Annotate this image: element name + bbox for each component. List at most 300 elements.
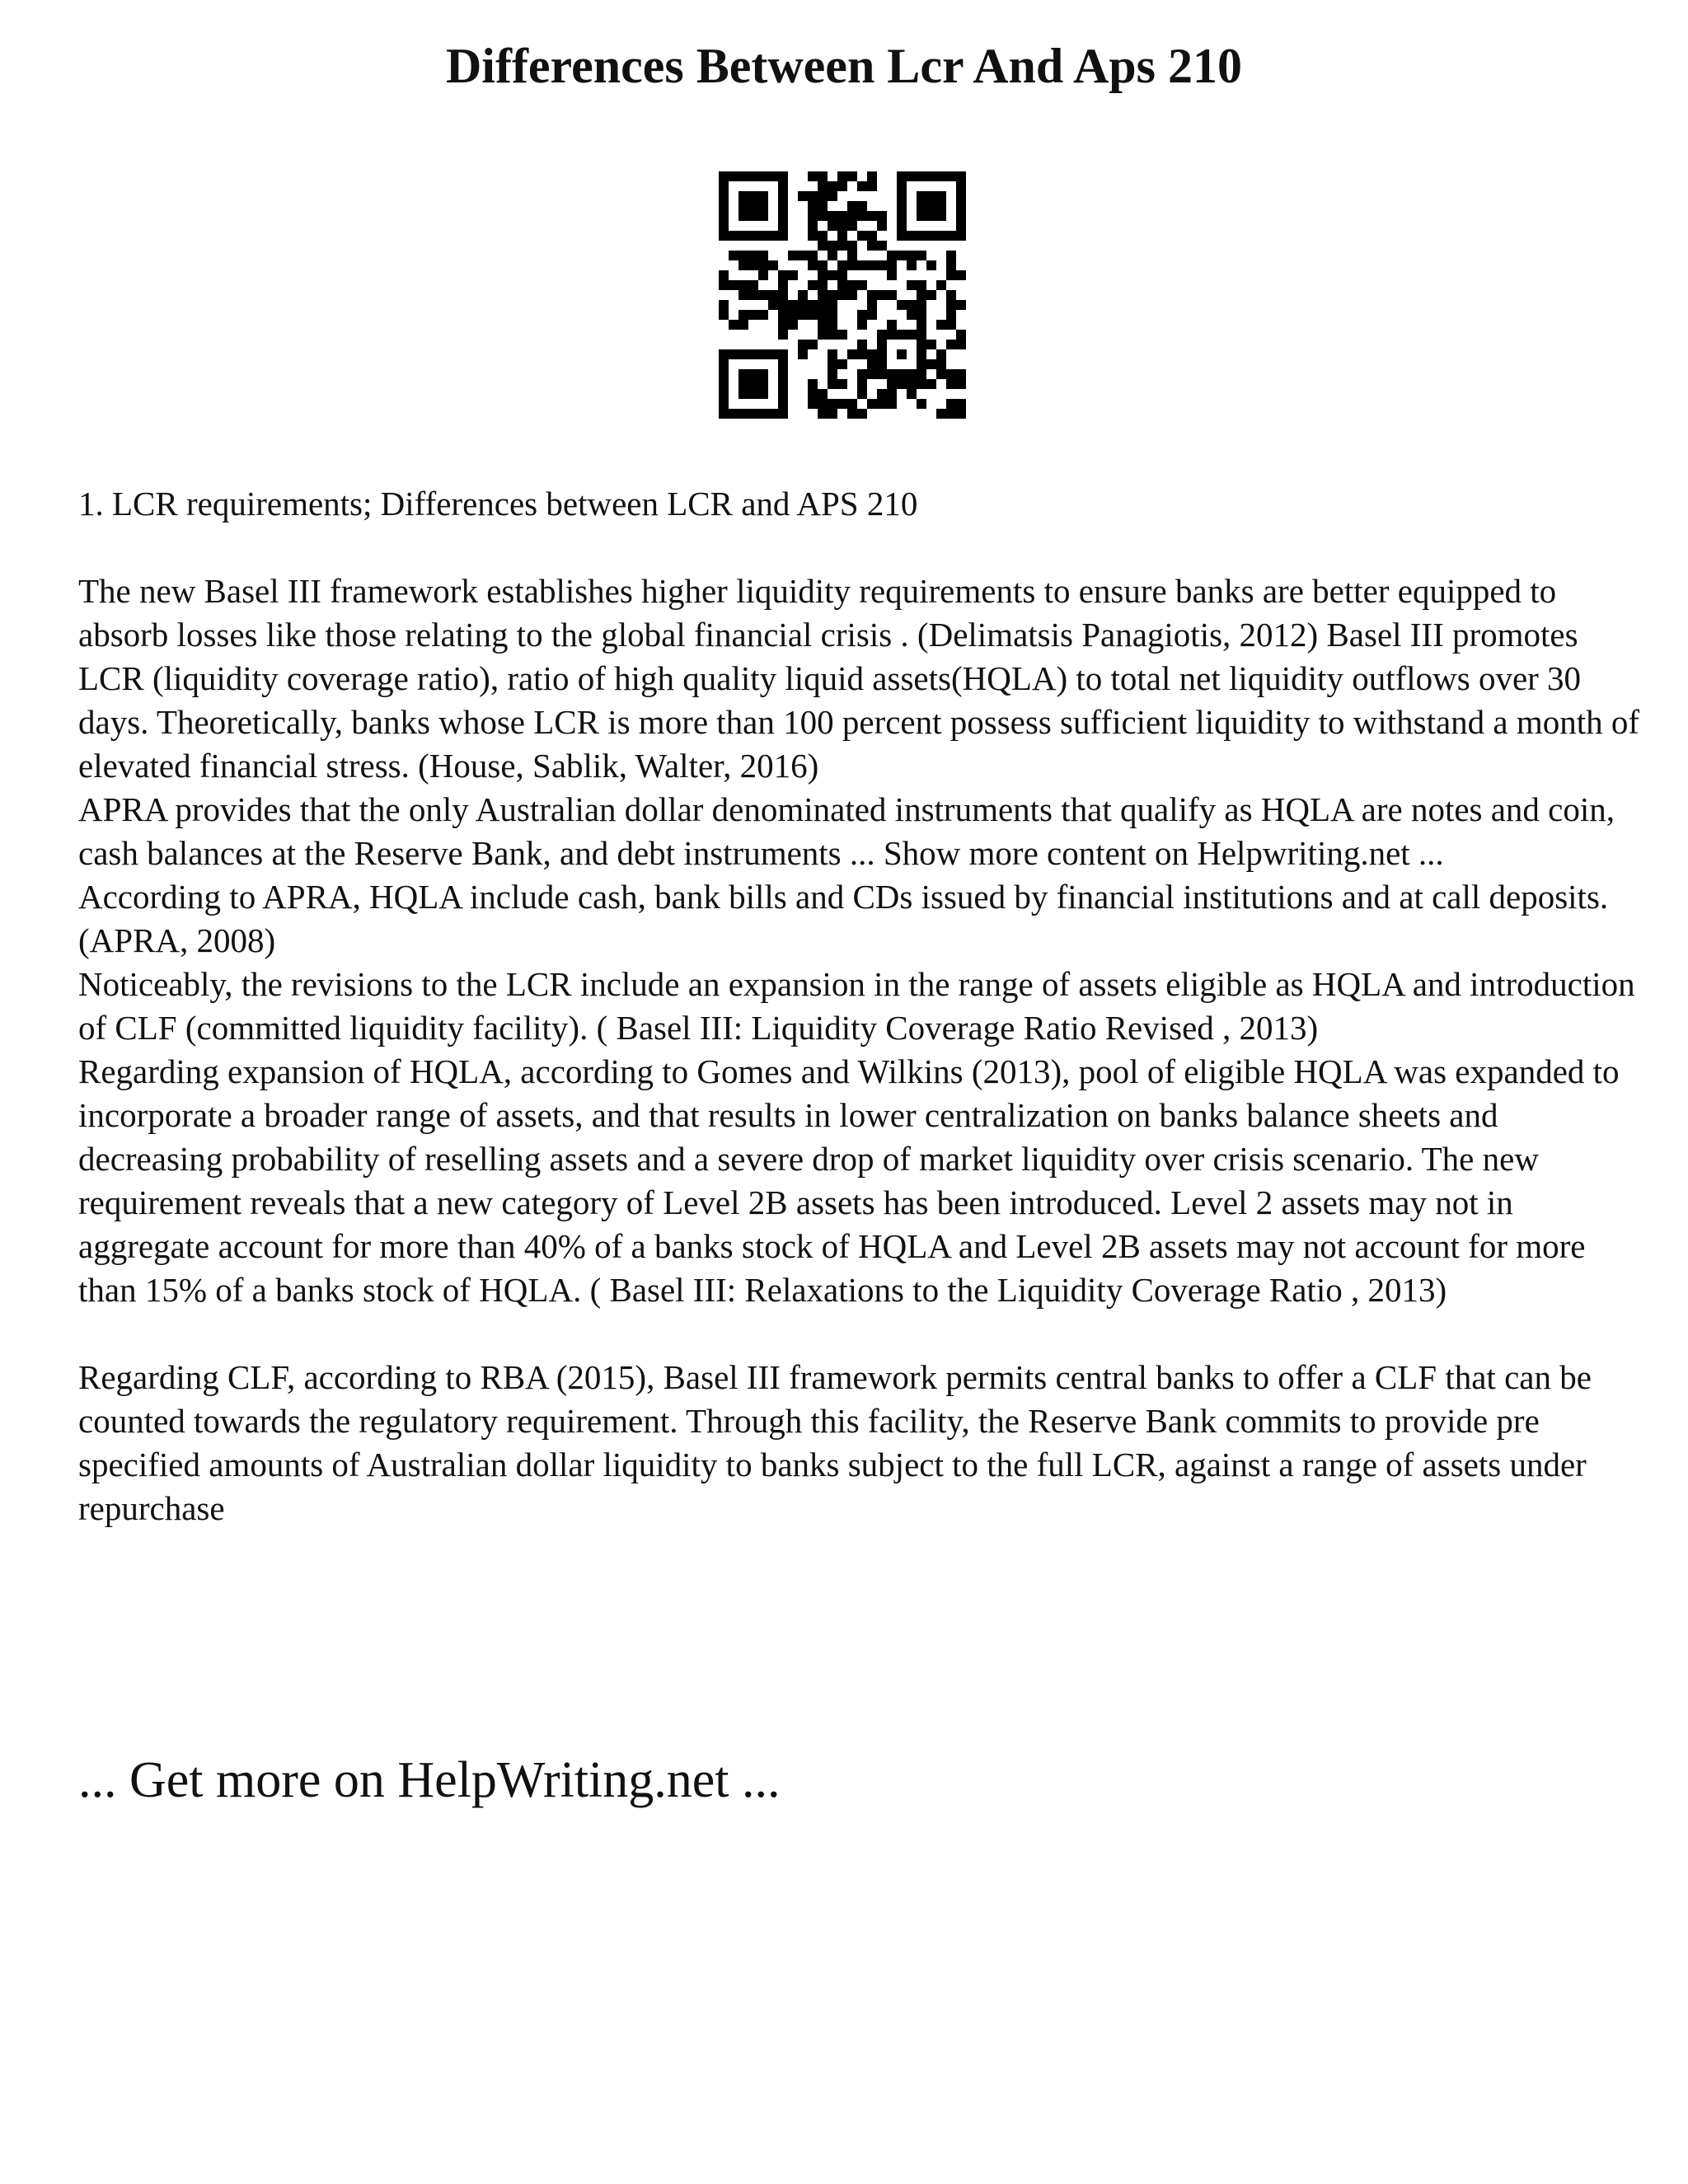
- qr-module: [897, 300, 907, 310]
- qr-module: [818, 330, 828, 340]
- qr-module: [828, 330, 837, 340]
- qr-module: [818, 231, 828, 241]
- qr-module: [867, 181, 877, 191]
- qr-module: [719, 280, 729, 290]
- qr-module: [907, 251, 917, 260]
- qr-module: [956, 171, 966, 181]
- qr-module: [738, 389, 748, 399]
- qr-module: [917, 340, 926, 349]
- qr-module: [897, 181, 907, 191]
- qr-module: [768, 260, 778, 270]
- paragraph-gap: [78, 1312, 1644, 1356]
- qr-module: [828, 191, 837, 201]
- qr-module: [887, 270, 897, 280]
- qr-module: [936, 191, 946, 201]
- qr-module: [936, 320, 946, 330]
- qr-module: [808, 171, 818, 181]
- qr-module: [788, 251, 798, 260]
- page-title: Differences Between Lcr And Aps 210: [445, 39, 1243, 93]
- qr-module: [877, 221, 887, 231]
- qr-module: [926, 231, 936, 241]
- qr-module: [818, 181, 828, 191]
- qr-module: [828, 409, 837, 419]
- qr-module: [758, 260, 768, 270]
- qr-module: [828, 349, 837, 359]
- qr-module: [936, 201, 946, 211]
- qr-module: [778, 221, 788, 231]
- section-heading: 1. LCR requirements; Differences between LCR and APS 210: [78, 485, 918, 523]
- qr-module: [738, 290, 748, 300]
- qr-module: [719, 369, 729, 379]
- qr-module: [877, 330, 887, 340]
- qr-module: [946, 300, 956, 310]
- qr-module: [897, 201, 907, 211]
- qr-module: [926, 171, 936, 181]
- qr-module: [877, 260, 887, 270]
- qr-module: [808, 310, 818, 320]
- qr-module: [936, 211, 946, 221]
- qr-module: [917, 349, 926, 359]
- qr-module: [926, 211, 936, 221]
- qr-module: [926, 201, 936, 211]
- qr-module: [828, 181, 837, 191]
- qr-module: [758, 231, 768, 241]
- paragraph: The new Basel III framework establishes higher liquidity requirements to ensure banks are better equipped to absorb losses like those relating to the global financial crisis . (Delimatsis Panagiotis, 2012) Basel III promotes LCR (liquidity coverage ratio), ratio of high quality liquid assets(HQLA) to total net liquidity outflows over 30 days. Theoretically, banks whose LCR is more than 100 percent possess sufficient liquidity to withstand a month of elevated financial stress. (House, Sablik, Walter, 2016): [78, 572, 1640, 785]
- qr-module: [818, 409, 828, 419]
- qr-module: [738, 191, 748, 201]
- qr-code-icon: [719, 171, 966, 419]
- qr-module: [738, 280, 748, 290]
- qr-module: [818, 300, 828, 310]
- qr-module: [917, 359, 926, 369]
- qr-module: [828, 251, 837, 260]
- qr-module: [946, 260, 956, 270]
- qr-module: [857, 211, 867, 221]
- qr-module: [758, 211, 768, 221]
- qr-module: [808, 340, 818, 349]
- qr-module: [837, 359, 847, 369]
- qr-module: [758, 201, 768, 211]
- qr-module: [778, 290, 788, 300]
- qr-module: [719, 171, 729, 181]
- qr-module: [758, 171, 768, 181]
- qr-module: [926, 359, 936, 369]
- qr-module: [917, 171, 926, 181]
- qr-module: [778, 280, 788, 290]
- qr-module: [857, 379, 867, 389]
- qr-module: [887, 290, 897, 300]
- qr-module: [738, 379, 748, 389]
- qr-module: [907, 389, 917, 399]
- qr-module: [788, 270, 798, 280]
- qr-module: [946, 251, 956, 260]
- qr-module: [768, 171, 778, 181]
- qr-module: [719, 270, 729, 280]
- qr-module: [808, 399, 818, 409]
- qr-module: [778, 231, 788, 241]
- qr-module: [956, 191, 966, 201]
- qr-module: [778, 310, 788, 320]
- qr-module: [926, 340, 936, 349]
- qr-module: [897, 379, 907, 389]
- qr-module: [877, 389, 887, 399]
- qr-module: [956, 201, 966, 211]
- qr-module: [857, 231, 867, 241]
- qr-module: [917, 191, 926, 201]
- qr-module: [808, 231, 818, 241]
- qr-module: [778, 191, 788, 201]
- qr-module: [719, 359, 729, 369]
- qr-module: [837, 399, 847, 409]
- qr-module: [946, 310, 956, 320]
- qr-module: [828, 399, 837, 409]
- qr-module: [818, 211, 828, 221]
- qr-module: [729, 320, 738, 330]
- qr-module: [719, 409, 729, 419]
- qr-module: [917, 379, 926, 389]
- qr-module: [729, 251, 738, 260]
- qr-module: [897, 171, 907, 181]
- qr-module: [818, 201, 828, 211]
- qr-module: [917, 280, 926, 290]
- qr-module: [748, 211, 758, 221]
- more-content-link[interactable]: ... Get more on HelpWriting.net ...: [78, 1752, 781, 1808]
- qr-module: [907, 231, 917, 241]
- qr-module: [936, 171, 946, 181]
- qr-module: [719, 379, 729, 389]
- qr-module: [729, 280, 738, 290]
- qr-module: [857, 310, 867, 320]
- qr-module: [738, 201, 748, 211]
- qr-module: [936, 349, 946, 359]
- qr-module: [877, 290, 887, 300]
- qr-module: [719, 201, 729, 211]
- qr-module: [798, 251, 808, 260]
- qr-module: [946, 320, 956, 330]
- qr-module: [828, 221, 837, 231]
- qr-module: [936, 231, 946, 241]
- qr-module: [867, 241, 877, 251]
- qr-module: [897, 211, 907, 221]
- qr-module: [867, 231, 877, 241]
- qr-module: [837, 290, 847, 300]
- qr-module: [798, 340, 808, 349]
- qr-module: [857, 260, 867, 270]
- qr-module: [867, 211, 877, 221]
- qr-module: [828, 379, 837, 389]
- qr-module: [738, 369, 748, 379]
- qr-module: [729, 409, 738, 419]
- qr-module: [738, 251, 748, 260]
- qr-module: [857, 201, 867, 211]
- qr-module: [867, 359, 877, 369]
- qr-module: [917, 211, 926, 221]
- qr-module: [907, 369, 917, 379]
- qr-module: [828, 270, 837, 280]
- qr-module: [719, 221, 729, 231]
- qr-module: [738, 349, 748, 359]
- qr-module: [748, 349, 758, 359]
- qr-module: [946, 399, 956, 409]
- qr-module: [738, 409, 748, 419]
- qr-module: [818, 310, 828, 320]
- qr-module: [828, 320, 837, 330]
- qr-module: [897, 330, 907, 340]
- qr-module: [847, 251, 857, 260]
- qr-module: [748, 310, 758, 320]
- qr-module: [729, 231, 738, 241]
- qr-module: [778, 369, 788, 379]
- paragraph: Regarding expansion of HQLA, according to Gomes and Wilkins (2013), pool of eligible HQLA was expanded to incorporate a broader range of assets, and that results in lower centralization on banks balance sheets and decreasing probability of reselling assets and a severe drop of market liquidity over crisis scenario. The new requirement reveals that a new category of Level 2B assets has been introduced. Level 2 assets may not in aggregate account for more than 40% of a banks stock of HQLA and Level 2B assets may not account for more than 15% of a banks stock of HQLA. ( Basel III: Relaxations to the Liquidity Coverage Ratio , 2013): [78, 1052, 1620, 1309]
- qr-module: [828, 290, 837, 300]
- qr-module: [897, 349, 907, 359]
- qr-module: [818, 290, 828, 300]
- qr-module: [857, 409, 867, 419]
- qr-module: [867, 260, 877, 270]
- qr-module: [738, 211, 748, 221]
- qr-module: [828, 241, 837, 251]
- qr-module: [867, 290, 877, 300]
- qr-module: [847, 280, 857, 290]
- qr-module: [808, 191, 818, 201]
- qr-module: [738, 310, 748, 320]
- qr-module: [837, 241, 847, 251]
- qr-module: [778, 270, 788, 280]
- qr-module: [828, 211, 837, 221]
- qr-module: [887, 251, 897, 260]
- qr-module: [818, 191, 828, 201]
- qr-module: [808, 211, 818, 221]
- qr-module: [808, 201, 818, 211]
- qr-module: [808, 300, 818, 310]
- qr-module: [897, 191, 907, 201]
- qr-module: [748, 290, 758, 300]
- qr-module: [837, 231, 847, 241]
- qr-module: [818, 270, 828, 280]
- qr-module: [837, 221, 847, 231]
- qr-module: [847, 399, 857, 409]
- qr-module: [887, 379, 897, 389]
- qr-module: [719, 300, 729, 310]
- qr-module: [758, 290, 768, 300]
- qr-module: [887, 369, 897, 379]
- qr-module: [917, 369, 926, 379]
- qr-module: [798, 349, 808, 359]
- qr-module: [936, 280, 946, 290]
- qr-module: [887, 389, 897, 399]
- qr-module: [748, 251, 758, 260]
- qr-module: [778, 300, 788, 310]
- qr-module: [758, 251, 768, 260]
- qr-module: [818, 320, 828, 330]
- qr-module: [719, 399, 729, 409]
- qr-module: [867, 310, 877, 320]
- qr-module: [719, 389, 729, 399]
- qr-module: [837, 330, 847, 340]
- qr-module: [877, 399, 887, 409]
- qr-module: [946, 340, 956, 349]
- qr-module: [926, 290, 936, 300]
- qr-module: [867, 171, 877, 181]
- qr-module: [847, 241, 857, 251]
- qr-module: [828, 310, 837, 320]
- qr-module: [837, 260, 847, 270]
- qr-module: [788, 310, 798, 320]
- qr-module: [748, 409, 758, 419]
- qr-module: [847, 290, 857, 300]
- qr-module: [808, 260, 818, 270]
- qr-module: [768, 409, 778, 419]
- qr-module: [877, 359, 887, 369]
- qr-module: [828, 369, 837, 379]
- qr-module: [926, 379, 936, 389]
- qr-module: [748, 369, 758, 379]
- qr-module: [917, 330, 926, 340]
- qr-module: [917, 320, 926, 330]
- qr-module: [818, 280, 828, 290]
- qr-module: [877, 369, 887, 379]
- qr-module: [758, 191, 768, 201]
- qr-module: [857, 280, 867, 290]
- qr-module: [907, 300, 917, 310]
- qr-module: [956, 231, 966, 241]
- qr-module: [719, 231, 729, 241]
- qr-module: [748, 191, 758, 201]
- qr-module: [917, 251, 926, 260]
- qr-module: [847, 201, 857, 211]
- qr-module: [917, 399, 926, 409]
- qr-module: [926, 191, 936, 201]
- qr-module: [778, 330, 788, 340]
- qr-module: [877, 340, 887, 349]
- qr-module: [926, 260, 936, 270]
- qr-module: [748, 389, 758, 399]
- qr-module: [719, 310, 729, 320]
- qr-module: [867, 300, 877, 310]
- paragraph: APRA provides that the only Australian dollar denominated instruments that qualify as HQLA are notes and coin, cash balances at the Reserve Bank, and debt instruments ... Show more content on Helpwriting.net ...: [78, 790, 1615, 872]
- qr-module: [837, 171, 847, 181]
- qr-module: [738, 260, 748, 270]
- paragraph: Regarding CLF, according to RBA (2015), Basel III framework permits central banks to offer a CLF that can be counted towards the regulatory requirement. Through this facility, the Reserve Bank commits to provide pre specified amounts of Australian dollar liquidity to banks subject to the full LCR, against a range of assets under repurchase: [78, 1358, 1592, 1527]
- qr-module: [956, 340, 966, 349]
- qr-module: [897, 369, 907, 379]
- qr-module: [758, 389, 768, 399]
- qr-module: [907, 330, 917, 340]
- qr-module: [847, 171, 857, 181]
- qr-module: [956, 409, 966, 419]
- qr-module: [936, 409, 946, 419]
- qr-module: [808, 221, 818, 231]
- qr-module: [778, 171, 788, 181]
- qr-module: [946, 270, 956, 280]
- qr-module: [887, 320, 897, 330]
- qr-module: [808, 389, 818, 399]
- qr-module: [729, 171, 738, 181]
- qr-module: [956, 379, 966, 389]
- qr-module: [867, 349, 877, 359]
- qr-module: [907, 379, 917, 389]
- qr-module: [946, 290, 956, 300]
- qr-module: [837, 270, 847, 280]
- qr-module: [956, 300, 966, 310]
- qr-module: [778, 379, 788, 389]
- qr-module: [877, 241, 887, 251]
- qr-module: [907, 260, 917, 270]
- qr-module: [778, 320, 788, 330]
- qr-module: [748, 201, 758, 211]
- qr-module: [857, 349, 867, 359]
- qr-module: [778, 389, 788, 399]
- qr-module: [828, 359, 837, 369]
- paragraph-gap: [78, 526, 1644, 569]
- qr-module: [768, 300, 778, 310]
- qr-module: [758, 310, 768, 320]
- qr-module: [897, 231, 907, 241]
- qr-module: [748, 260, 758, 270]
- qr-module: [857, 389, 867, 399]
- qr-module: [956, 399, 966, 409]
- qr-module: [946, 369, 956, 379]
- qr-module: [808, 280, 818, 290]
- paragraph: According to APRA, HQLA include cash, bank bills and CDs issued by financial institutions and at call deposits. (APRA, 2008): [78, 878, 1609, 959]
- qr-module: [719, 181, 729, 191]
- qr-module: [748, 171, 758, 181]
- qr-module: [837, 379, 847, 389]
- qr-module: [788, 320, 798, 330]
- qr-module: [887, 330, 897, 340]
- qr-module: [887, 260, 897, 270]
- qr-module: [847, 260, 857, 270]
- paragraph: Noticeably, the revisions to the LCR include an expansion in the range of assets eligible as HQLA and introduction of CLF (committed liquidity facility). ( Basel III: Liquidity Coverage Ratio Revised , 2013): [78, 965, 1635, 1047]
- qr-module: [946, 379, 956, 389]
- qr-module: [778, 201, 788, 211]
- qr-module: [956, 369, 966, 379]
- qr-module: [778, 181, 788, 191]
- qr-module: [917, 290, 926, 300]
- qr-module: [847, 409, 857, 419]
- qr-module: [837, 211, 847, 221]
- qr-module: [897, 251, 907, 260]
- qr-module: [808, 379, 818, 389]
- qr-module: [907, 171, 917, 181]
- qr-module: [907, 310, 917, 320]
- qr-module: [936, 369, 946, 379]
- qr-module: [778, 409, 788, 419]
- qr-module: [887, 399, 897, 409]
- qr-module: [946, 409, 956, 419]
- qr-module: [798, 300, 808, 310]
- qr-module: [808, 251, 818, 260]
- qr-module: [956, 181, 966, 191]
- qr-module: [956, 330, 966, 340]
- qr-module: [768, 231, 778, 241]
- qr-module: [738, 171, 748, 181]
- qr-module: [788, 300, 798, 310]
- qr-module: [778, 211, 788, 221]
- qr-module: [818, 260, 828, 270]
- qr-module: [748, 231, 758, 241]
- document-body: [78, 482, 1644, 1530]
- qr-module: [867, 399, 877, 409]
- qr-module: [877, 349, 887, 359]
- qr-module: [719, 349, 729, 359]
- qr-module: [857, 181, 867, 191]
- qr-module: [758, 409, 768, 419]
- qr-module: [818, 399, 828, 409]
- qr-module: [847, 349, 857, 359]
- qr-module: [719, 191, 729, 201]
- qr-module: [758, 349, 768, 359]
